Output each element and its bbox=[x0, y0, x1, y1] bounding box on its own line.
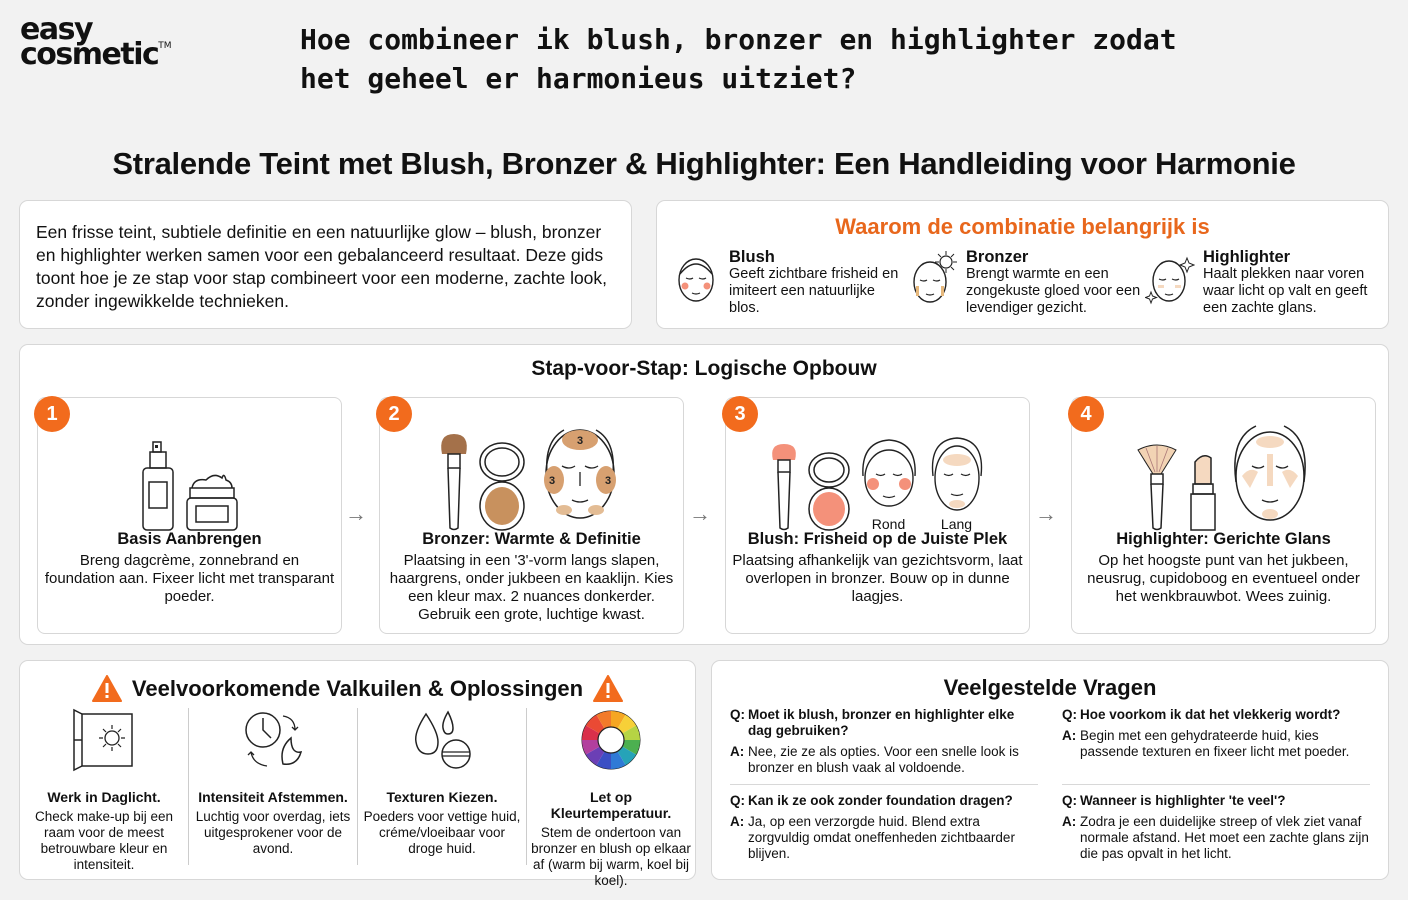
faq-question: Moet ik blush, bronzer en highlighter elke dag gebruiken? bbox=[748, 707, 1015, 738]
step-title: Bronzer: Warmte & Definitie bbox=[422, 530, 641, 548]
pitfall-item bbox=[189, 708, 358, 865]
step-number-badge: 3 bbox=[722, 396, 758, 432]
pitfalls-title: Veelvoorkomende Valkuilen & Oplossingen bbox=[131, 675, 584, 701]
intro-card bbox=[19, 200, 632, 329]
face-sun-icon bbox=[908, 248, 958, 308]
bronzer-brush-icon bbox=[438, 432, 470, 532]
face-long-icon bbox=[927, 436, 987, 516]
why-item-title: Blush bbox=[729, 248, 775, 266]
why-item-blush bbox=[671, 248, 908, 317]
window-sun-icon bbox=[72, 708, 136, 772]
faq-question: Kan ik ze ook zonder foundation dragen? bbox=[748, 793, 1013, 808]
step-title: Highlighter: Gerichte Glans bbox=[1116, 530, 1331, 548]
steps-title: Stap-voor-Stap: Logische Opbouw bbox=[531, 357, 877, 380]
intro-text: Een frisse teint, subtiele definitie en een natuurlijke glow – blush, bronzer en highlighter werken samen voor een gebalanceerd resultaat. Deze gids toont hoe je ze stap voor stap combineert voor een moderne, zachte look, zonder ingewikkelde technieken. bbox=[36, 222, 608, 311]
why-card bbox=[656, 200, 1389, 329]
step-title: Blush: Frisheid op de Juiste Plek bbox=[747, 530, 1008, 548]
why-item-bronzer bbox=[908, 248, 1145, 317]
face-blush-icon bbox=[671, 248, 721, 308]
logo-line2: cosmetic bbox=[20, 36, 159, 72]
face-contour-3-icon bbox=[534, 422, 626, 532]
q-prefix: Q: bbox=[1062, 793, 1077, 808]
faq-question: Hoe voorkom ik dat het vlekkerig wordt? bbox=[1080, 707, 1341, 722]
pitfall-title: Intensiteit Afstemmen. bbox=[198, 789, 348, 805]
logo-tm: TM bbox=[158, 40, 172, 51]
bronzer-compact-icon bbox=[478, 442, 526, 532]
a-prefix: A: bbox=[730, 814, 745, 829]
faq-question: Wanneer is highlighter 'te veel'? bbox=[1080, 793, 1286, 808]
pitfall-title: Let op Kleurtemperatuur. bbox=[550, 789, 672, 821]
faq-answer: Nee, zie ze als opties. Voor een snelle look is bronzer en blush vaak al voldoende. bbox=[748, 744, 1019, 775]
highlighter-stick-icon bbox=[1188, 452, 1218, 532]
pitfall-item bbox=[527, 708, 695, 888]
blush-compact-icon bbox=[807, 452, 851, 532]
step-2 bbox=[379, 397, 684, 634]
step-4 bbox=[1071, 397, 1376, 634]
step-number-badge: 2 bbox=[376, 396, 412, 432]
face-label-round: Rond bbox=[871, 516, 906, 532]
faq-item bbox=[730, 785, 1038, 870]
cream-jar-icon bbox=[184, 470, 240, 532]
step-title: Basis Aanbrengen bbox=[117, 530, 262, 548]
step-3 bbox=[725, 397, 1030, 634]
warning-icon bbox=[593, 675, 623, 702]
a-prefix: A: bbox=[1062, 728, 1077, 743]
step-number-badge: 1 bbox=[34, 396, 70, 432]
step-text: Op het hoogste punt van het jukbeen, neusrug, cupidoboog en eventueel onder het wenkbrauwbot. Wees zuinig. bbox=[1087, 552, 1360, 605]
step-text: Breng dagcrème, zonnebrand en foundation aan. Fixeer licht met transparant poeder. bbox=[44, 552, 335, 605]
why-title: Waarom de combinatie belangrijk is bbox=[835, 214, 1210, 239]
svg-text:3: 3 bbox=[604, 475, 611, 487]
why-item-highlighter bbox=[1145, 248, 1382, 317]
spray-bottle-icon bbox=[140, 440, 176, 532]
warning-icon bbox=[92, 675, 122, 702]
faq-answer: Ja, op een verzorgde huid. Blend extra zorgvuldig omdat oneffenheden zichtbaarder blijven. bbox=[748, 814, 1015, 861]
q-prefix: Q: bbox=[730, 707, 745, 722]
steps-card bbox=[19, 344, 1389, 645]
page-title: Stralende Teint met Blush, Bronzer & Highlighter: Een Handleiding voor Harmonie bbox=[112, 146, 1296, 181]
why-item-text: Geeft zichtbare frisheid en imiteert een natuurlijke blos. bbox=[729, 266, 899, 316]
arrow-right-icon: → bbox=[345, 501, 367, 526]
faq-item bbox=[1062, 707, 1370, 785]
why-item-title: Highlighter bbox=[1203, 248, 1291, 266]
logo bbox=[20, 12, 172, 72]
faq-card bbox=[711, 660, 1389, 880]
page-question: Hoe combineer ik blush, bronzer en highlighter zodat het geheel er harmonieus uitziet? bbox=[300, 23, 1177, 95]
pitfall-item bbox=[358, 708, 527, 865]
q-prefix: Q: bbox=[1062, 707, 1077, 722]
q-prefix: Q: bbox=[730, 793, 745, 808]
faq-item bbox=[1062, 785, 1370, 870]
pitfall-text: Stem de ondertoon van bronzer en blush op elkaar af (warm bij warm, koel bij koel). bbox=[531, 825, 691, 888]
pitfall-text: Luchtig voor overdag, iets uitgesprokener voor de avond. bbox=[195, 809, 351, 856]
blush-brush-icon bbox=[769, 442, 799, 532]
step-text: Plaatsing in een '3'-vorm langs slapen, haargrens, onder jukbeen en kaaklijn. Kies een kleur max. 2 nuances donkerder. Gebruik een grote, luchtige kwast. bbox=[389, 552, 674, 623]
pitfalls-card bbox=[19, 660, 696, 888]
pitfall-title: Werk in Daglicht. bbox=[47, 789, 161, 805]
pitfall-item bbox=[20, 708, 189, 872]
face-highlight-icon bbox=[1226, 422, 1314, 532]
svg-text:3: 3 bbox=[576, 435, 583, 447]
arrow-right-icon: → bbox=[689, 501, 711, 526]
step-1 bbox=[37, 397, 342, 634]
logo-line1: easy bbox=[20, 12, 93, 47]
a-prefix: A: bbox=[1062, 814, 1077, 829]
why-item-title: Bronzer bbox=[966, 248, 1029, 266]
faq-answer: Zodra je een duidelijke streep of vlek ziet vanaf normale afstand. Het moet een zachte glans zijn die pas opvalt in het licht. bbox=[1080, 814, 1369, 861]
faq-answer: Begin met een gehydrateerde huid, kies passende texturen en fixeer licht met poeder. bbox=[1080, 728, 1350, 759]
drops-powder-icon bbox=[410, 708, 474, 772]
arrow-right-icon: → bbox=[1035, 501, 1057, 526]
a-prefix: A: bbox=[730, 744, 745, 759]
pitfall-text: Check make-up bij een raam voor de meest betrouwbare kleur en intensiteit. bbox=[34, 809, 174, 872]
why-item-text: Brengt warmte en een zongekuste gloed voor een levendiger gezicht. bbox=[966, 266, 1141, 316]
pitfall-text: Poeders voor vettige huid, créme/vloeibaar voor droge huid. bbox=[363, 809, 521, 856]
face-sparkle-icon bbox=[1145, 248, 1195, 308]
color-wheel-icon bbox=[579, 708, 643, 772]
face-label-long: Lang bbox=[940, 516, 973, 532]
step-number-badge: 4 bbox=[1068, 396, 1104, 432]
svg-text:3: 3 bbox=[548, 475, 555, 487]
faq-title: Veelgestelde Vragen bbox=[943, 675, 1157, 700]
faq-item bbox=[730, 707, 1038, 785]
why-item-text: Haalt plekken naar voren waar licht op valt en geeft een zachte glans. bbox=[1203, 266, 1368, 316]
clock-moon-icon bbox=[241, 708, 305, 772]
face-round-icon bbox=[859, 436, 919, 516]
pitfall-title: Texturen Kiezen. bbox=[386, 789, 498, 805]
step-text: Plaatsing afhankelijk van gezichtsvorm, laat overlopen in bronzer. Bouw op in dunne laagjes. bbox=[732, 552, 1023, 605]
fan-brush-icon bbox=[1134, 442, 1180, 532]
